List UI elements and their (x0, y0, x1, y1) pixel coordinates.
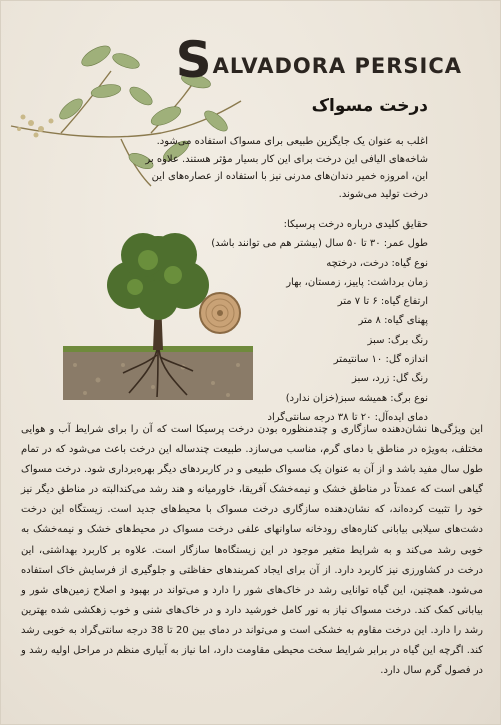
fact-item: ارتفاع گیاه: ۶ تا ۷ متر (337, 296, 428, 308)
fact-item: رنگ برگ: سبز (367, 334, 428, 346)
intro-paragraph (128, 133, 428, 203)
fact-item: پهنای گیاه: ۸ متر (358, 315, 428, 327)
fact-item: نوع برگ: همیشه سبز(خزان ندارد) (285, 392, 428, 404)
fact-item: دمای ایده‌آل: ۲۰ تا ۳۸ درجه سانتی‌گراد (267, 411, 428, 423)
page-title: درخت مسواک (311, 96, 428, 116)
fact-item: نوع گیاه: درخت، درختچه (326, 257, 428, 269)
facts-heading: حقایق کلیدی درباره درخت پرسیکا: (283, 219, 428, 230)
brand-title (175, 31, 462, 89)
fact-item: اندازه گل: ۱۰ سانتیمتر (333, 354, 428, 366)
wood-cross-section (200, 293, 240, 333)
intro-text: اغلب به عنوان یک جایگزین طبیعی برای مسواک استفاده می‌شود. شاخه‌های الیافی این درخت برای این کار بسیار مؤثر هستند. علاوه بر این، امروزه خمیر دندان‌های مدرنی نیز با استفاده از عصاره‌های این درخت تولید می‌شوند. (145, 136, 428, 200)
fact-item: رنگ گل: زرد، سبز (351, 373, 428, 385)
body-paragraph (21, 420, 483, 681)
fact-item: طول عمر: ۳۰ تا ۵۰ سال (بیشتر هم می توانند باشد) (211, 238, 428, 250)
brand-name: ALVADORA PERSICA (212, 54, 462, 78)
fact-item: زمان برداشت: پاییز، زمستان، بهار (286, 276, 428, 288)
tree-with-roots-illustration (63, 215, 253, 400)
brand-initial: S (175, 31, 213, 89)
body-text: این ویژگی‌ها نشان‌دهنده سازگاری و چندمنظوره بودن درخت پرسیکا است که آن را برای شرایط آب و هوایی مختلف، به‌ویژه در مناطق با دمای گرم، مناسب می‌سازد. طبیعت چندساله این درخت باعث می‌شود که در تمام طول سال مفید باشد و از آن به عنوان یک مسواک طبیعی و در کاربردهای دیگر بهره‌برداری شود. درخت مسواک گیاهی است که عمدتاً در مناطق خشک و نیمه‌خشک آفریقا، خاورمیانه و هند رشد می‌کندالبته در مناطق دیگر نیز خود را تثبیت کرده‌اند، که نشان‌دهنده سازگاری درخت مسواک با محیط‌های جدید است. زیستگاه این درخت دشت‌های سیلابی بیابانی کناره‌های رودخانه ساوانهای علفی درخت مسواک در محیط‌های خشک و نیمه‌خشک به خوبی رشد می‌کند و به شرایط متغیر موجود در این زیستگاه‌ها سازگار است. علاوه بر کاربرد بهداشتی، این درخت در کشاورزی نیز کاربرد دارد. از آن برای ایجاد کمربندهای حفاظتی و جلوگیری از فرسایش خاک استفاده می‌شود. همچنین، این گیاه توانایی رشد در خاک‌های شور را دارد و می‌تواند در بهبود و اصلاح زمین‌های شور و بیابانی کمک کند. درخت مسواک نیاز به نور کامل خورشید دارد و در خاک‌های شنی و خوب زهکشی شده بهترین رشد را دارد. این درخت مقاوم به خشکی است و می‌تواند در دمای بین 20 تا 38 درجه سانتی‌گراد به خوبی رشد کند. اگرچه این گیاه در برابر شرایط سخت محیطی مقاومت دارد، اما نیاز به آبیاری منظم در مراحل اولیه رشد و در فصول گرم سال دارد. (21, 424, 483, 677)
